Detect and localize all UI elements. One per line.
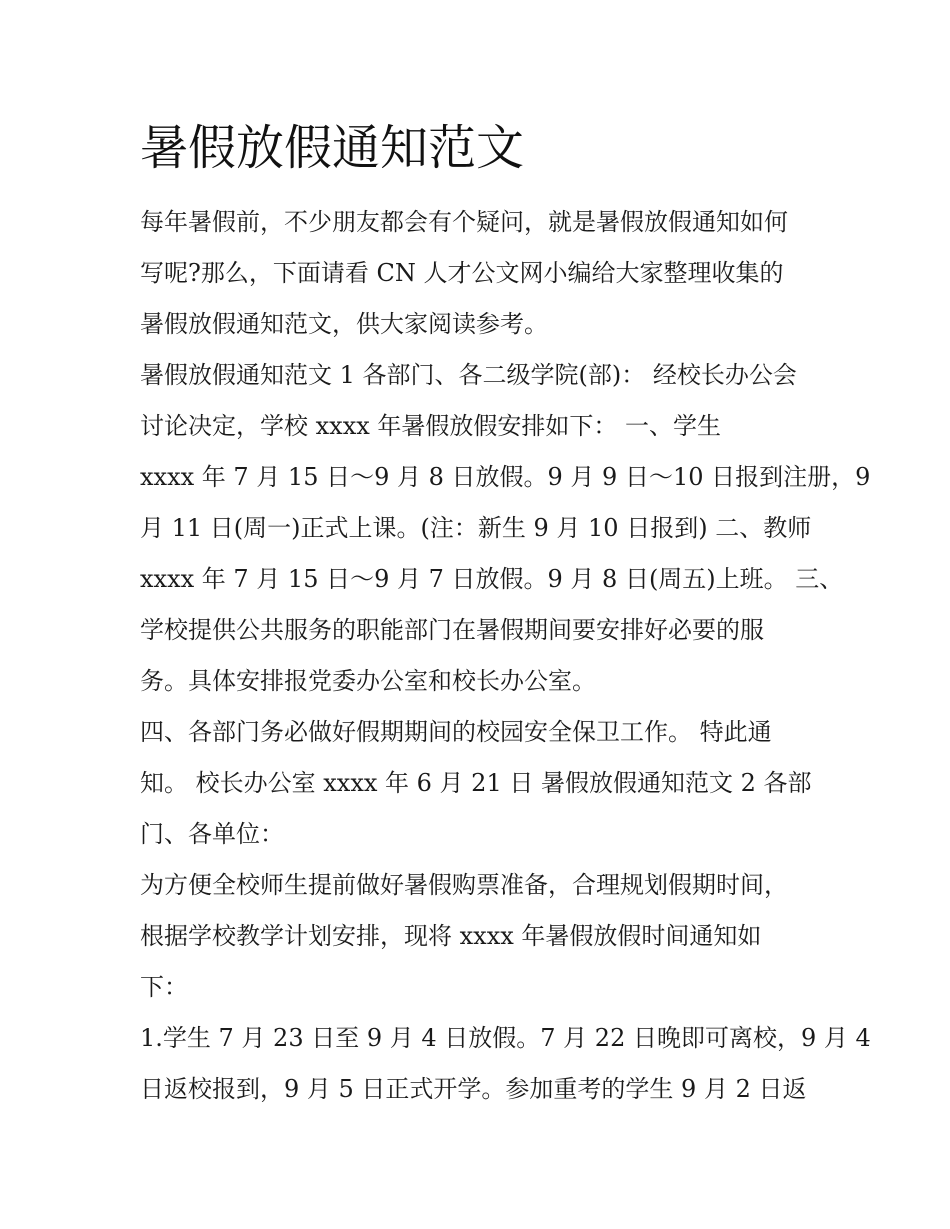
body-line: 务。具体安排报党委办公室和校长办公室。 [140, 667, 596, 695]
page-title: 暑假放假通知范文 [140, 120, 525, 176]
body-line: xxxx 年 7 月 15 日～9 月 8 日放假。9 月 9 日～10 日报到注册，9 [140, 463, 871, 491]
body-line: 为方便全校师生提前做好暑假购票准备，合理规划假期时间， [140, 871, 788, 899]
body-line: xxxx 年 7 月 15 日～9 月 7 日放假。9 月 8 日(周五)上班。 三、 [140, 565, 844, 593]
body-line: 门、各单位： [140, 820, 284, 848]
body-line: 暑假放假通知范文，供大家阅读参考。 [140, 310, 548, 338]
body-line: 知。 校长办公室 xxxx 年 6 月 21 日 暑假放假通知范文 2 各部 [140, 769, 812, 797]
body-line: 下： [140, 973, 188, 1001]
body-line: 学校提供公共服务的职能部门在暑假期间要安排好必要的服 [140, 616, 764, 644]
body-line: 暑假放假通知范文 1 各部门、各二级学院(部)： 经校长办公会 [140, 361, 797, 389]
body-line: 1.学生 7 月 23 日至 9 月 4 日放假。7 月 22 日晚即可离校，9 月 4 [140, 1024, 871, 1052]
body-line: 每年暑假前，不少朋友都会有个疑问，就是暑假放假通知如何 [140, 208, 788, 236]
body-line: 日返校报到，9 月 5 日正式开学。参加重考的学生 9 月 2 日返 [140, 1075, 807, 1103]
body-line: 讨论决定，学校 xxxx 年暑假放假安排如下： 一、学生 [140, 412, 722, 440]
body-line: 写呢?那么，下面请看 CN 人才公文网小编给大家整理收集的 [140, 259, 784, 287]
body-line: 根据学校教学计划安排，现将 xxxx 年暑假放假时间通知如 [140, 922, 762, 950]
body-line: 四、各部门务必做好假期期间的校园安全保卫工作。 特此通 [140, 718, 772, 746]
body-line: 月 11 日(周一)正式上课。(注：新生 9 月 10 日报到) 二、教师 [140, 514, 812, 542]
